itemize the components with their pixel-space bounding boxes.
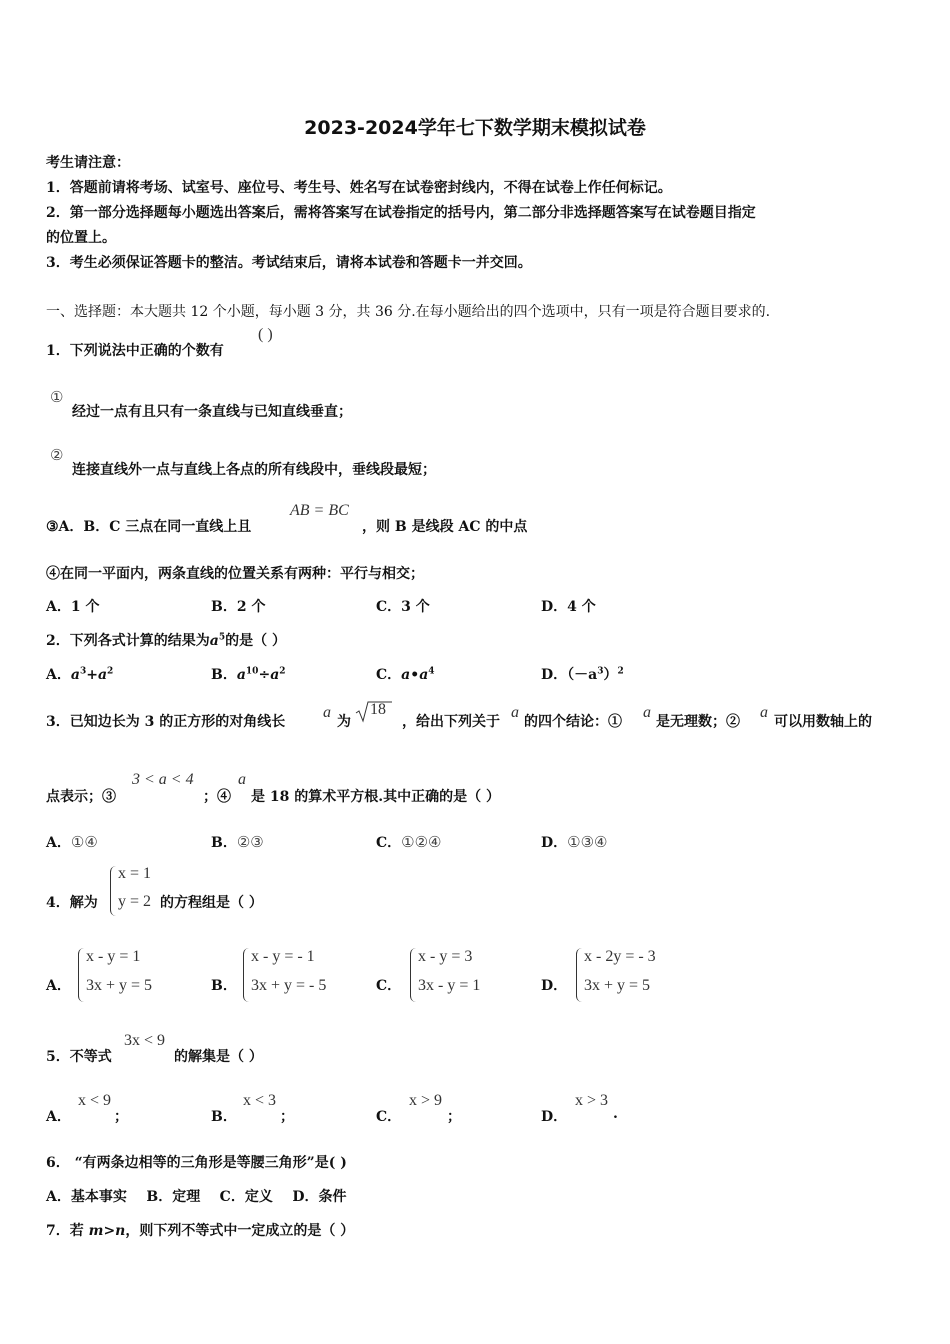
option-b-label[interactable]: B． xyxy=(211,1109,237,1125)
system-line: x - y = 1 xyxy=(86,948,141,965)
option-a[interactable]: A．①④ xyxy=(46,833,98,851)
option-b[interactable]: B．$a^{10}\div a^2$ xyxy=(211,666,286,683)
statement-3-suffix: ，则 B 是线段 AC 的中点 xyxy=(362,519,528,535)
question-4-suffix: 的方程组是（ ） xyxy=(160,895,263,911)
option-b[interactable]: B．②③ xyxy=(211,833,264,851)
option-b-system[interactable] xyxy=(241,946,351,1004)
option-b-end: ； xyxy=(280,1109,294,1125)
option-c[interactable]: C．3 个 xyxy=(376,599,430,615)
option-b[interactable]: B．2 个 xyxy=(211,599,266,615)
question-3-line1-mid3: 是无理数；② xyxy=(656,714,740,730)
statement-number: ② xyxy=(50,446,64,464)
system-line: x - y = - 1 xyxy=(251,948,315,965)
question-6-options[interactable]: A．基本事实 B．定理 C．定义 D．条件 xyxy=(46,1189,347,1205)
option-c-value[interactable]: x > 9 xyxy=(409,1092,443,1109)
notice-item: 2．第一部分选择题每小题选出答案后，需将答案写在试卷指定的括号内，第二部分非选择题答案写在试卷题目指定 xyxy=(46,205,756,221)
question-1-stem: 1．下列说法中正确的个数有 xyxy=(46,343,224,359)
system-line: x = 1 xyxy=(118,865,152,882)
option-a[interactable]: A．$a^3+a^2$ xyxy=(46,666,114,683)
option-c-end: ； xyxy=(447,1109,461,1125)
system-line: 3x + y = 5 xyxy=(584,977,651,994)
option-c-label[interactable]: C． xyxy=(376,978,402,994)
option-b-label[interactable]: B． xyxy=(211,978,237,994)
option-d-system[interactable] xyxy=(574,946,684,1004)
option-b-value[interactable]: x < 3 xyxy=(243,1092,277,1109)
math-var: a xyxy=(323,704,331,721)
option-d-label[interactable]: D． xyxy=(541,978,568,994)
math-var: a xyxy=(238,771,246,788)
math-var: a xyxy=(760,704,768,721)
question-2-stem: 2．下列各式计算的结果为$a^5$的是（ ） xyxy=(46,632,286,649)
question-7-stem: 7．若 m>n，则下列不等式中一定成立的是（ ） xyxy=(46,1223,355,1239)
question-3-line1-prefix: 3．已知边长为 3 的正方形的对角线长 xyxy=(46,714,286,730)
option-c-label[interactable]: C． xyxy=(376,1109,402,1125)
statement-3-prefix: ③A．B．C 三点在同一直线上且 xyxy=(46,519,252,535)
math-inequality: 3x < 9 xyxy=(124,1032,166,1049)
question-3-line1-mid: ，给出下列关于 xyxy=(402,714,500,730)
question-5-prefix: 5．不等式 xyxy=(46,1049,112,1065)
math-var: a xyxy=(643,704,651,721)
statement-4: ④在同一平面内，两条直线的位置关系有两种：平行与相交； xyxy=(46,566,424,582)
option-d-label[interactable]: D． xyxy=(541,1109,568,1125)
answer-parentheses: ( ) xyxy=(258,326,273,343)
option-d[interactable]: D．①③④ xyxy=(541,833,608,851)
option-c-system[interactable] xyxy=(408,946,508,1004)
statement-1: 经过一点有且只有一条直线与已知直线垂直； xyxy=(72,404,352,420)
math-var: a xyxy=(511,704,519,721)
option-c[interactable]: C．$a•a^4$ xyxy=(376,666,435,683)
question-6-stem: 6． “有两条边相等的三角形是等腰三角形”是( ) xyxy=(46,1155,347,1171)
sqrt-radicand: 18 xyxy=(370,701,386,718)
notice-heading: 考生请注意： xyxy=(46,155,130,171)
solution-system xyxy=(108,864,162,918)
option-a-label[interactable]: A． xyxy=(46,1109,71,1125)
question-3-line1-mid2: 的四个结论：① xyxy=(524,714,622,730)
option-a-value[interactable]: x < 9 xyxy=(78,1092,112,1109)
statement-2: 连接直线外一点与直线上各点的所有线段中，垂线段最短； xyxy=(72,462,436,478)
option-a-system[interactable] xyxy=(76,946,176,1004)
question-5-suffix: 的解集是（ ） xyxy=(174,1049,263,1065)
option-d-value[interactable]: x > 3 xyxy=(575,1092,609,1109)
option-a[interactable]: A．1 个 xyxy=(46,599,100,615)
math-inequality: 3 < a < 4 xyxy=(132,771,194,788)
question-3-line1-end: 可以用数轴上的 xyxy=(774,714,872,730)
page-title: 2023-2024学年七下数学期末模拟试卷 xyxy=(304,117,646,139)
notice-item: 的位置上。 xyxy=(46,230,116,246)
option-d-end: . xyxy=(613,1106,618,1122)
option-d[interactable]: D．4 个 xyxy=(541,599,596,615)
text-wei: 为 xyxy=(337,714,351,730)
notice-item: 3．考生必须保证答题卡的整洁。考试结束后，请将本试卷和答题卡一并交回。 xyxy=(46,255,532,271)
statement-number: ① xyxy=(50,388,64,406)
question-3-line2-end: 是 18 的算术平方根.其中正确的是（ ） xyxy=(251,789,500,805)
option-a-label[interactable]: A． xyxy=(46,978,71,994)
system-line: 3x + y = - 5 xyxy=(251,977,327,994)
option-c[interactable]: C．①②④ xyxy=(376,833,442,851)
system-line: x - y = 3 xyxy=(418,948,473,965)
system-line: 3x + y = 5 xyxy=(86,977,153,994)
system-line: x - 2y = - 3 xyxy=(584,948,656,965)
option-d[interactable]: D．$(-a^3)^2$ xyxy=(541,666,624,683)
math-ab-equals-bc: AB = BC xyxy=(290,502,349,519)
question-3-line2-mid: ；④ xyxy=(203,789,231,805)
system-line: 3x - y = 1 xyxy=(418,977,481,994)
option-a-end: ； xyxy=(114,1109,128,1125)
notice-item: 1．答题前请将考场、试室号、座位号、考生号、姓名写在试卷密封线内，不得在试卷上作任何标记。 xyxy=(46,180,672,196)
section-heading: 一、选择题：本大题共 12 个小题，每小题 3 分，共 36 分.在每小题给出的四个选项中，只有一项是符合题目要求的. xyxy=(46,304,771,320)
question-4-prefix: 4．解为 xyxy=(46,895,98,911)
sqrt-18 xyxy=(354,699,394,723)
question-3-line2-prefix: 点表示；③ xyxy=(46,789,116,805)
system-line: y = 2 xyxy=(118,893,152,910)
